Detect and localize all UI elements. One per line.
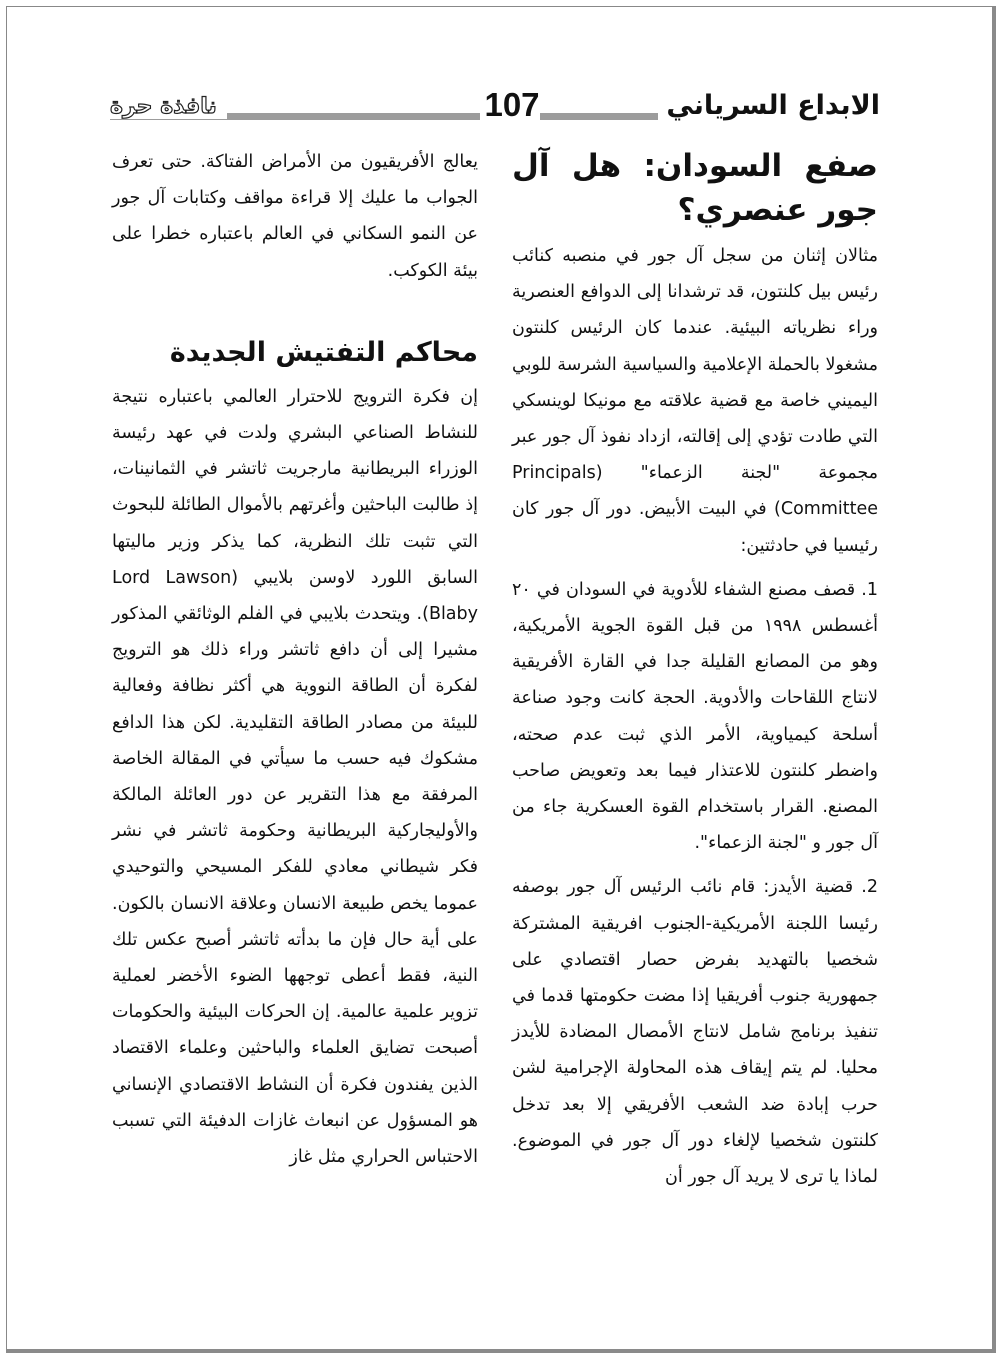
article-paragraph: يعالج الأفريقيون من الأمراض الفتاكة. حتى تعرف الجواب ما عليك إلا قراءة مواقف وكتابات آل جور عن النمو السكاني في العالم باعتباره خطرا على بيئة الكوكب. — [112, 152, 478, 281]
article-paragraph: إن فكرة الترويج للاحترار العالمي باعتباره نتيجة للنشاط الصناعي البشري ولدت في عهد رئيسة الوزراء البريطانية مارجريت ثاتشر في الثمانينات، إذ طالبت الباحثين وأغرتهم بالأموال الطائلة للبحوث التي تثبت تلك النظرية، كما يذكر وزير ماليتها السابق اللورد لاوسن بلايبي (Lord Lawson Blaby). ويتحدث بلايبي في الفلم الوثائقي المذكور مشيرا إلى أن دافع ثاتشر وراء ذلك هو الترويج لفكرة أن الطاقة النووية هي أكثر نظافة وفعالية للبيئة من مصادر الطاقة التقليدية. لكن هذا الدافع مشكوك فيه حسب ما سيأتي في المقالة الخاصة المرفقة مع هذا التقرير عن دور العائلة المالكة والأوليجاركية البريطانية وحكومة ثاتشر في نشر فكر شيطاني معادي للفكر المسيحي والتوحيدي عموما يخص طبيعة الانسان وعلاقة الانسان بالكون. على أية حال فإن ما بدأته ثاتشر أصبح عكس تلك النية، فقط أعطى توجهها الضوء الأخضر لعملية تزوير علمية عالمية. إن الحركات البيئية والحكومات أصبحت تضايق العلماء والباحثين وعلماء الاقتصاد الذين يفندون فكرة أن النشاط الاقتصادي الإنساني هو المسؤول عن انبعاث غازات الدفيئة التي تسبب الاحتباس الحراري مثل غاز — [112, 386, 478, 1168]
article-headline: صفع السودان: هل آل جور عنصري؟ — [512, 148, 878, 228]
magazine-title: الابداع السرياني — [658, 90, 880, 121]
article-column-left — [112, 144, 478, 1175]
article-paragraph: مثالان إثنان من سجل آل جور في منصبه كنائب رئيس بيل كلنتون، قد ترشدانا إلى الدوافع العنصرية وراء نظرياته البيئية. عندما كان الرئيس كلنتون مشغولا بالحملة الإعلامية والسياسية الشرسة للوبي اليميني خاصة مع قضية علاقته مع مونيكا لوينسكي التي طادت تؤدي إلى إقالته، ازداد نفوذ آل جور عبر مجموعة "لجنة الزعماء" (Principals Committee) في البيت الأبيض. دور آل جور كان رئيسيا في حادثتين: — [512, 246, 878, 556]
page-header — [110, 86, 880, 134]
section-subheading: محاكم التفتيش الجديدة — [169, 336, 478, 368]
page-number: 107 — [484, 86, 540, 123]
article-paragraph: 2. قضية الأيدز: قام نائب الرئيس آل جور بوصفه رئيسا اللجنة الأمريكية-الجنوب افريقية المشتركة شخصيا بالتهديد بفرض حصار اقتصادي على جمهورية جنوب أفريقيا إذا مضت حكومتها قدما في تنفيذ برنامج شامل لانتاج الأمصال المضادة للأيدز محليا. لم يتم إيقاف هذه المحاولة الإجرامية لشن حرب إبادة ضد الشعب الأفريقي إلا بعد تدخل كلنتون شخصيا لإلغاء دور آل جور في الموضوع. لماذا يا ترى لا يريد آل جور أن — [512, 877, 878, 1188]
article-column-right — [512, 144, 878, 1195]
section-name: نافذة حرة — [110, 94, 227, 119]
article-paragraph: 1. قصف مصنع الشفاء للأدوية في السودان في ٢٠ أغسطس ١٩٩٨ من قبل القوة الجوية الأمريكية، وهو من المصانع القليلة جدا في القارة الأفريقية لانتاج اللقاحات والأدوية. الحجة كانت وجود صناعة أسلحة كيمياوية، الأمر الذي ثبت عدم صحته، واضطر كلنتون للاعتذار فيما بعد وتعويض صاحب المصنع. القرار باستخدام القوة العسكرية جاء من آل جور و "لجنة الزعماء". — [512, 579, 879, 854]
